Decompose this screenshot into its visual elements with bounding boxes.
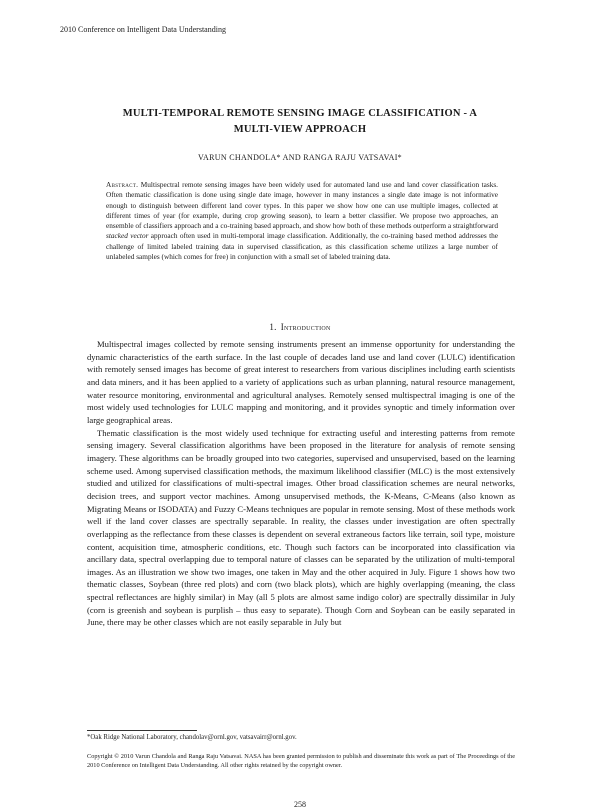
title-line-1: MULTI-TEMPORAL REMOTE SENSING IMAGE CLASSIFICATION - A: [122, 108, 478, 119]
copyright-notice: Copyright © 2010 Varun Chandola and Ranga Raju Vatsavai. NASA has been granted permission to publish and disseminate this work as part of The Proceedings of the 2010 Conference on Intelligent Data Understanding. All other rights retained by the copyright owner.: [87, 753, 515, 769]
abstract-label: Abstract.: [106, 180, 139, 189]
abstract-emphasis: stacked vector: [106, 231, 149, 241]
conference-header: 2010 Conference on Intelligent Data Understanding: [60, 25, 226, 34]
footnote: *Oak Ridge National Laboratory, chandolav@ornl.gov, vatsavairr@ornl.gov.: [87, 734, 297, 741]
section-heading: [60, 322, 540, 332]
title-line-2: MULTI-VIEW APPROACH: [233, 124, 367, 135]
section-number: 1.: [269, 322, 277, 332]
section-title-text: Introduction: [280, 322, 331, 332]
page-number: 258: [294, 800, 306, 809]
abstract: [106, 180, 498, 262]
paragraph: Multispectral images collected by remote sensing instruments present an immense opportunity for understanding the dynamic characteristics of the earth surface. In the last couple of decades land use and land cover (LULC) identification with remotely sensed images has become of great interest to researchers from various disciplines including earth scientists and data miners, and it has been applied to a variety of applications such as urban planning, natural resource management, water resource monitoring, environmental and agricultural analyses. Remotely sensed multispectral imaging is one of the most widely used technologies for LULC mapping and monitoring, and it provides synoptic and timely information over large geographical areas.: [87, 339, 515, 425]
body-text: [87, 338, 515, 629]
abstract-text-before: Multispectral remote sensing images have been widely used for automated land use and land cover classification tasks. Often thematic classification is done using single date image, however in many instances a single date image is not informative enough to distinguish between different land cover types. In this paper we show how one can use multiple images, collected at different times of year (for example, during crop growing season), to learn a better classifier. We propose two approaches, an ensemble of classifiers approach and a co-training based approach, and show how both of these methods outperform a straightforward: [106, 180, 499, 231]
footnote-divider: [87, 730, 197, 731]
paragraph: Thematic classification is the most widely used technique for extracting useful and interesting patterns from remote sensing imagery. Several classification algorithms have been proposed in the literature for analysis of remote sensing imagery. These algorithms can be broadly grouped into two categories, supervised and unsupervised, based on the learning scheme used. Among supervised classification methods, the maximum likelihood classifier (MLC) is the most extensively studied and utilized for classifications of multi-spectral images. Other broad classification schemes are neural networks, decision trees, and support vector machines. Among unsupervised methods, the K-Means, C-Means (also known as Migrating Means or ISODATA) and Fuzzy C-Means techniques are popular in remote sensing. Most of these methods work well if the land cover classes are spectrally separable. In reality, the classes under investigation are often spectrally overlapping as the reflectance from these classes is dependent on several extraneous factors like terrain, soil type, moisture content, acquisition time, atmospheric conditions, etc. Though such factors can be incorporated into classification via ancillary data, spectral overlapping due to temporal nature of classes can be separated by the utilization of multi-temporal images. As an illustration we show two images, one taken in May and the other acquired in July. Figure 1 shows how two thematic classes, Soybean (three red plots) and corn (two black plots), which are highly overlapping (meaning, the class spectral reflectances are highly similar) in May (all 5 plots are almost same indigo color) are spectrally dissimilar in July (corn is greenish and soybean is purplish – thus easy to separate). Though Corn and Soybean can be easily separated in June, there may be other classes which are not easily separable in July but: [87, 427, 515, 628]
author-list: VARUN CHANDOLA* AND RANGA RAJU VATSAVAI*: [198, 153, 402, 162]
abstract-text-after: approach often used in multi-temporal image classification. Additionally, the co-training based method addresses the challenge of limited labeled training data in supervised classification, as this classification scheme utilizes a large number of unlabeled samples (which comes for free) in conjunction with a small set of labeled training data.: [106, 231, 499, 262]
paper-title: [90, 106, 510, 138]
